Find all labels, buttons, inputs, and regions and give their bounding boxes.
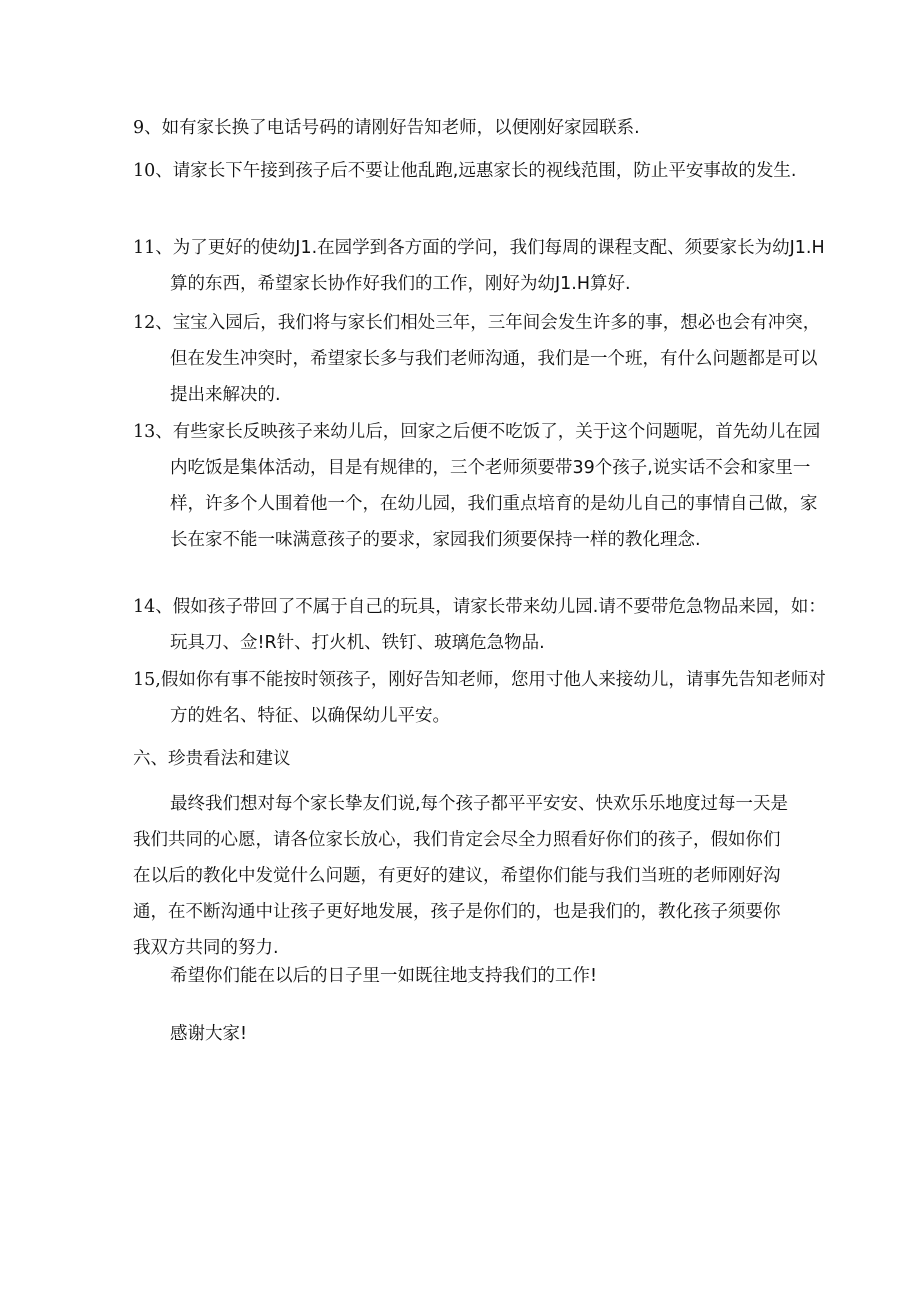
item-number: 13、 [133,422,173,442]
list-item [133,662,830,734]
item-number: 14、 [133,597,173,617]
item-number: 15, [133,670,161,690]
section-heading: 六、珍贵看法和建议 [133,749,291,769]
item-text: 有些家长反映孩子来幼儿后，回家之后便不吃饭了，关于这个问题呢，首先幼儿在园内吃饭是集体活动，目是有规律的，三个老师须要带39个孩子,说实话不会和家里一样，许多个人围着他一个，在幼儿园，我们重点培育的是幼儿自己的事情自己做，家长在家不能一味满意孩子的要求，家园我们须要保持一样的教化理念. [170,422,821,550]
item-text: 假如孩子带回了不属于自己的玩具，请家长带来幼儿园.请不要带危急物品来园，如：玩具刀、佥!R针、打火机、铁钉、玻璃危急物品. [170,597,826,653]
item-number: 9、 [133,118,162,138]
list-item [133,110,830,146]
item-number: 12、 [133,313,173,333]
item-number: 10、 [133,161,173,181]
list-item [133,414,830,558]
list-item [133,589,830,661]
item-text: 宝宝入园后，我们将与家长们相处三年，三年间会发生许多的事，想必也会有冲突，但在发生冲突时，希望家长多与我们老师沟通，我们是一个班，有什么问题都是可以提出来解决的. [170,313,821,405]
closing-paragraph: 希望你们能在以后的日子里一如既往地支持我们的工作! [170,966,598,986]
closing-paragraph: 感谢大家! [170,1024,248,1044]
item-text: 为了更好的使幼J1.在园学到各方面的学问，我们每周的课程支配、须要家长为幼J1.H算的东西，希望家长协作好我们的工作，刚好为幼J1.H算好. [170,238,825,294]
item-text: 请家长下午接到孩子后不要让他乱跑,远惠家长的视线范围，防止平安事故的发生. [172,161,797,181]
list-item [133,153,830,189]
list-item [133,305,830,413]
item-number: 11、 [133,238,173,258]
item-text: 假如你有事不能按时领孩子，刚好告知老师，您用寸他人来接幼儿，请事先告知老师对方的姓名、特征、以确保幼儿平安。 [160,670,826,726]
item-text: 如有家长换了电话号码的请刚好告知老师，以便刚好家园联系. [161,118,640,138]
list-item [133,230,830,302]
closing-paragraph: 最终我们想对每个家长挚友们说,每个孩子都平平安安、快欢乐乐地度过每一天是我们共同的心愿，请各位家长放心，我们肯定会尽全力照看好你们的孩子，假如你们在以后的教化中发觉什么问题，有更好的建议，希望你们能与我们当班的老师刚好沟通，在不断沟通中让孩子更好地发展，孩子是你们的，也是我们的，教化孩子须要你我双方共同的努力. [133,794,789,958]
